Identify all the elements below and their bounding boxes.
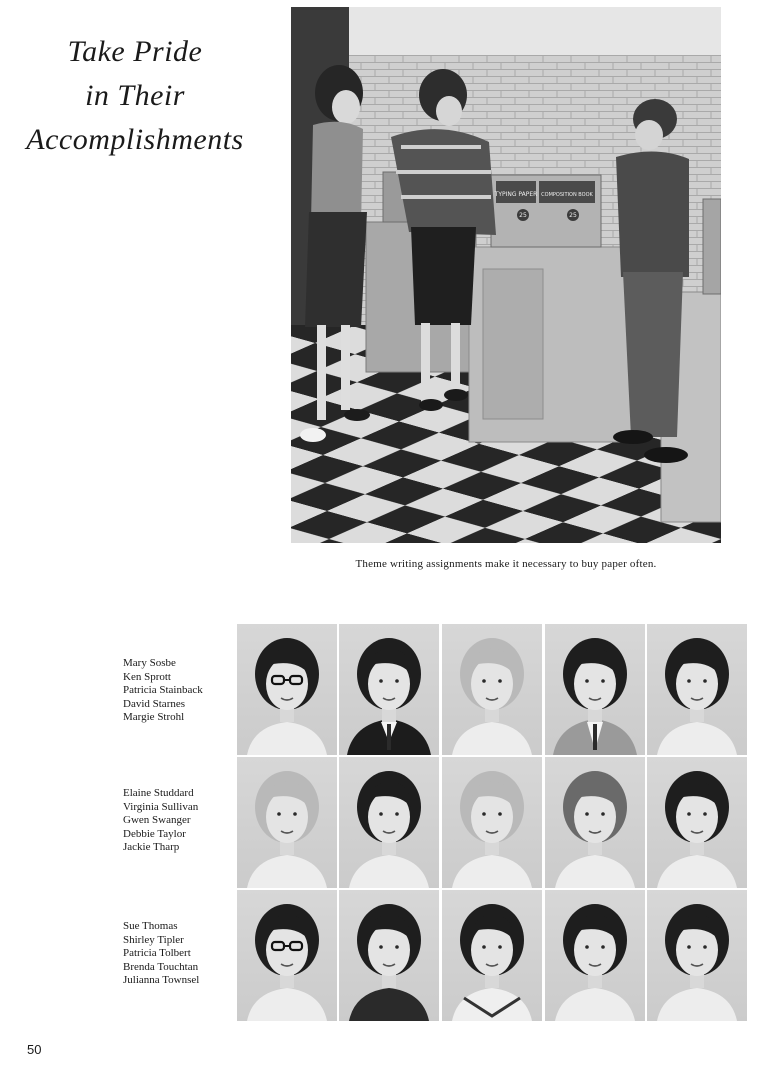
portrait-illustration bbox=[237, 624, 337, 755]
student-name: Brenda Touchtan bbox=[123, 960, 199, 973]
student-portrait bbox=[647, 757, 747, 888]
student-portrait bbox=[339, 757, 439, 888]
student-portrait bbox=[237, 624, 337, 755]
portrait-illustration bbox=[442, 890, 542, 1021]
portrait-illustration bbox=[647, 890, 747, 1021]
portrait-illustration bbox=[442, 624, 542, 755]
student-name: Patricia Stainback bbox=[123, 684, 203, 696]
portrait-illustration bbox=[545, 757, 645, 888]
photo-caption: Theme writing assignments make it necessary to buy paper often. bbox=[355, 558, 657, 570]
student-name: Sue Thomas bbox=[123, 920, 178, 932]
portrait-illustration bbox=[339, 757, 439, 888]
student-portrait bbox=[237, 890, 337, 1021]
portrait-illustration bbox=[545, 624, 645, 755]
row-3-names bbox=[123, 920, 238, 988]
row-1-names bbox=[123, 657, 238, 725]
student-name: Margie Strohl bbox=[123, 711, 185, 723]
student-portrait bbox=[339, 890, 439, 1021]
portrait-illustration bbox=[339, 624, 439, 755]
portrait-illustration bbox=[237, 757, 337, 888]
student-portrait bbox=[442, 890, 542, 1021]
portrait-illustration bbox=[647, 624, 747, 755]
student-name: Virginia Sullivan bbox=[123, 800, 199, 813]
portrait-illustration bbox=[339, 890, 439, 1021]
headline-line-2: in Their bbox=[85, 79, 185, 112]
student-name: Shirley Tipler bbox=[123, 933, 184, 946]
composition-book-sign: COMPOSITION BOOK bbox=[541, 192, 593, 198]
student-portrait bbox=[545, 890, 645, 1021]
row-3-portraits bbox=[237, 890, 749, 1021]
student-name: Julianna Townsel bbox=[123, 974, 200, 986]
student-portrait bbox=[237, 757, 337, 888]
row-1-portraits bbox=[237, 624, 749, 755]
student-name: Elaine Studdard bbox=[123, 787, 194, 799]
student-name: David Starnes bbox=[123, 697, 186, 710]
student-name: Patricia Tolbert bbox=[123, 947, 191, 959]
students-at-paper-machine-photo bbox=[291, 7, 721, 543]
row-2-names bbox=[123, 787, 238, 855]
student-name: Mary Sosbe bbox=[123, 657, 176, 669]
student-portrait bbox=[442, 624, 542, 755]
portrait-illustration bbox=[545, 890, 645, 1021]
student-name: Ken Sprott bbox=[123, 670, 171, 683]
student-name: Jackie Tharp bbox=[123, 841, 180, 853]
student-portrait bbox=[647, 890, 747, 1021]
portrait-illustration bbox=[237, 890, 337, 1021]
portrait-illustration bbox=[442, 757, 542, 888]
price-sign-2: 25 bbox=[569, 212, 577, 219]
student-name: Debbie Taylor bbox=[123, 827, 186, 840]
photo-illustration bbox=[291, 7, 721, 543]
price-sign-1: 25 bbox=[519, 212, 527, 219]
headline-line-3: Accomplishments bbox=[26, 123, 244, 156]
student-name: Gwen Swanger bbox=[123, 814, 191, 826]
page-number: 50 bbox=[27, 1042, 42, 1057]
page-headline bbox=[10, 30, 260, 162]
student-portrait bbox=[545, 624, 645, 755]
row-2-portraits bbox=[237, 757, 749, 888]
headline-line-1: Take Pride bbox=[67, 35, 203, 68]
student-portrait bbox=[339, 624, 439, 755]
student-portrait bbox=[647, 624, 747, 755]
student-portrait bbox=[545, 757, 645, 888]
portrait-illustration bbox=[647, 757, 747, 888]
student-portrait bbox=[442, 757, 542, 888]
typing-paper-sign: TYPING PAPER bbox=[494, 191, 538, 198]
